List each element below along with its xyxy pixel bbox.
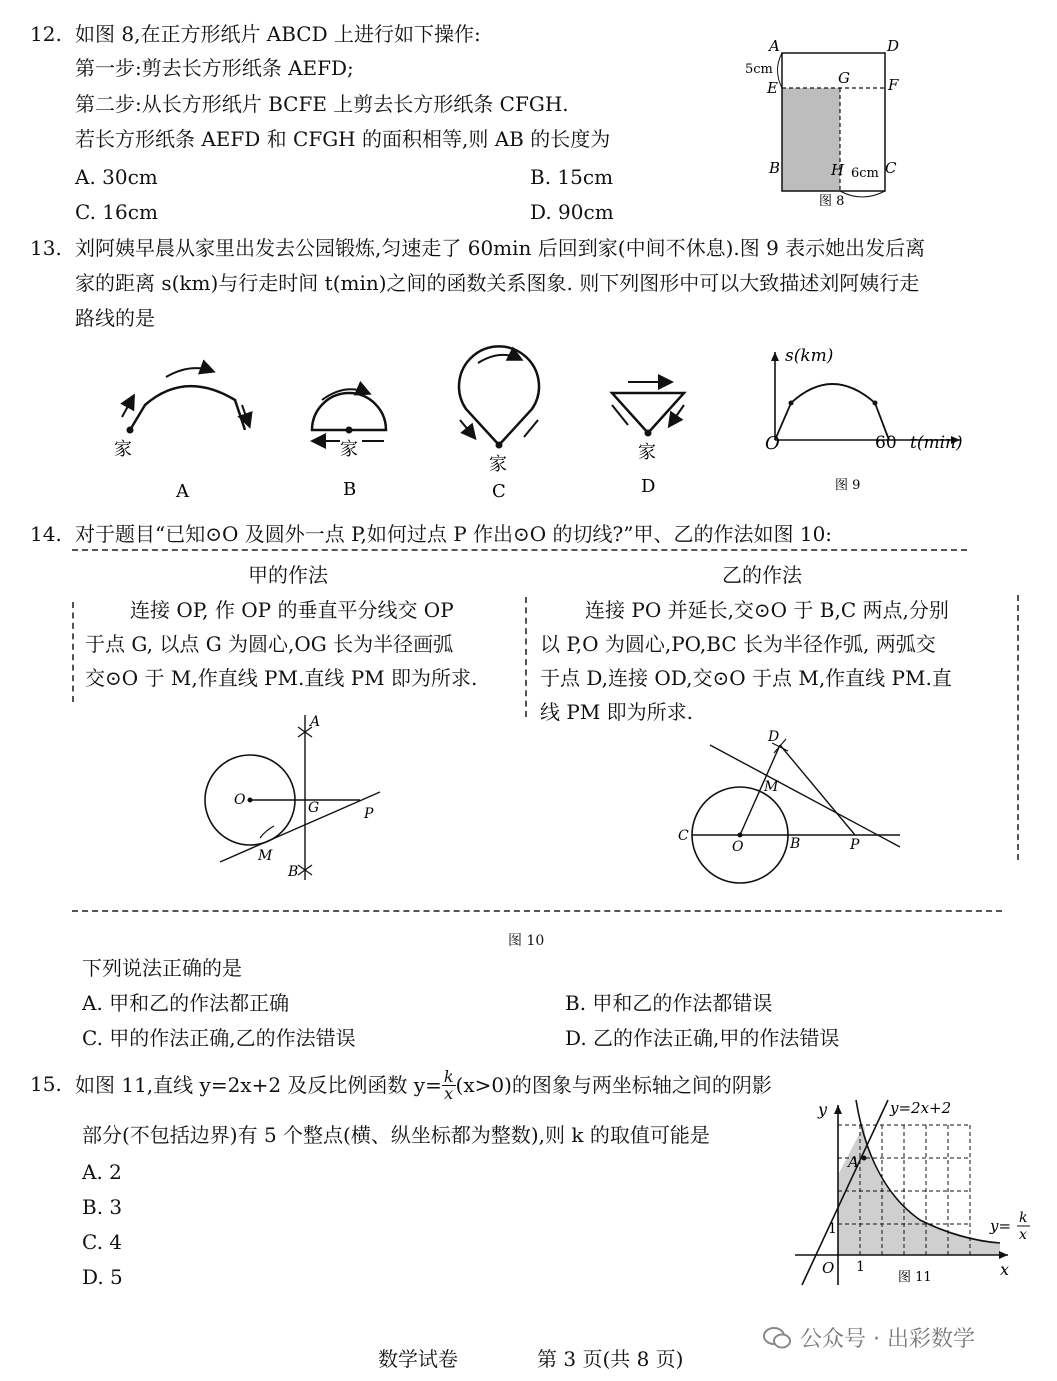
jia-label-m: M: [258, 848, 273, 864]
q14-divider: [525, 597, 527, 717]
fig8-length-6cm: 6cm: [851, 166, 879, 181]
jia-line1: 连接 OP, 作 OP 的垂直平分线交 OP: [130, 598, 454, 622]
fig9-xlabel: t(min): [910, 433, 963, 453]
route-a-home: 家: [114, 439, 132, 460]
route-b: [312, 389, 386, 500]
fig8-label-a: A: [769, 37, 780, 55]
route-d-home: 家: [638, 442, 656, 463]
yi-line3: 于点 D,连接 OD,交⊙O 于点 M,作直线 PM.直: [540, 666, 952, 690]
yi-label-m: M: [764, 779, 779, 795]
route-a-label: A: [176, 481, 189, 500]
route-c-label: C: [492, 481, 506, 500]
jia-label-a: A: [310, 714, 321, 730]
q14-box-bottom-border: [72, 910, 1002, 912]
fig11-label-a: A: [848, 1153, 859, 1171]
fig8-label-d: D: [887, 37, 900, 55]
fig9-ylabel: s(km): [785, 346, 834, 366]
figure-9-graph: [755, 340, 970, 495]
q14-question: 下列说法正确的是: [82, 956, 242, 980]
footer-page-number: 第 3 页(共 8 页): [537, 1347, 684, 1371]
yi-label-d: D: [768, 729, 780, 745]
figure-11: [790, 1095, 1035, 1290]
q12-option-c: C. 16cm: [75, 200, 158, 224]
fig11-tick-y1: 1: [828, 1221, 837, 1237]
q12-option-b: B. 15cm: [530, 165, 614, 189]
q14-box-left-border: [72, 602, 74, 702]
fig8-label-c: C: [885, 159, 897, 177]
yi-title: 乙的作法: [722, 563, 802, 587]
q13-route-options: [100, 345, 760, 500]
yi-line1: 连接 PO 并延长,交⊙O 于 B,C 两点,分别: [585, 598, 949, 622]
route-d: [612, 382, 684, 497]
wechat-icon: [762, 1325, 792, 1351]
q12-number: 12.: [30, 22, 62, 46]
fig9-tick-60: 60: [875, 433, 897, 453]
jia-label-o: O: [234, 792, 246, 808]
q12-step1: 第一步:剪去长方形纸条 AEFD;: [75, 56, 354, 80]
q15-line1: [75, 1064, 772, 1106]
route-c: [459, 346, 539, 500]
q12-question: 若长方形纸条 AEFD 和 CFGH 的面积相等,则 AB 的长度为: [75, 127, 611, 151]
fig11-curve-label: y=: [990, 1217, 1012, 1235]
watermark-text: 公众号 · 出彩数学: [800, 1327, 975, 1352]
q14-box-top-border: [72, 549, 967, 551]
q15-number: 15.: [30, 1072, 62, 1096]
fig9-caption: 图 9: [835, 478, 861, 493]
fig8-label-g: G: [838, 69, 850, 87]
route-a: [114, 368, 249, 500]
fig8-caption: 图 8: [819, 194, 845, 209]
q14-option-c: C. 甲的作法正确,乙的作法错误: [82, 1026, 356, 1050]
q15-fraction-k: k: [443, 1066, 454, 1086]
fig11-line-label: y=2x+2: [890, 1099, 952, 1117]
q12-stem: 如图 8,在正方形纸片 ABCD 上进行如下操作:: [75, 22, 481, 46]
q14-option-a: A. 甲和乙的作法都正确: [82, 991, 290, 1015]
yi-label-o: O: [732, 839, 744, 855]
q12-option-d: D. 90cm: [530, 200, 614, 224]
q15-fraction-x: x: [444, 1083, 454, 1103]
fig8-label-b: B: [769, 159, 781, 177]
jia-label-g: G: [308, 800, 320, 816]
q14-number: 14.: [30, 522, 62, 546]
q12-step2: 第二步:从长方形纸片 BCFE 上剪去长方形纸条 CFGH.: [75, 92, 569, 116]
yi-line4: 线 PM 即为所求.: [540, 700, 694, 724]
footer-subject: 数学试卷: [378, 1347, 458, 1371]
jia-label-p: P: [364, 806, 374, 822]
yi-label-c: C: [678, 828, 689, 844]
q14-option-d: D. 乙的作法正确,甲的作法错误: [565, 1026, 840, 1050]
route-b-label: B: [343, 479, 357, 500]
fig11-x-axis: x: [1000, 1260, 1010, 1279]
jia-line3: 交⊙O 于 M,作直线 PM.直线 PM 即为所求.: [85, 666, 478, 690]
fig8-label-h: H: [831, 161, 845, 179]
q15-option-c: C. 4: [82, 1230, 123, 1254]
q15-line1-b: (x>0)的图象与两坐标轴之间的阴影: [455, 1073, 772, 1097]
figure-8: [735, 35, 910, 215]
q14-stem: 对于题目“已知⊙O 及圆外一点 P,如何过点 P 作出⊙O 的切线?”甲、乙的作法如图 10:: [75, 522, 833, 546]
jia-label-b: B: [288, 864, 299, 880]
q14-box-right-border: [1017, 595, 1019, 860]
q13-line3: 路线的是: [75, 306, 155, 330]
fig11-y-axis: y: [818, 1100, 828, 1119]
route-d-label: D: [641, 476, 656, 497]
fig8-label-f: F: [888, 76, 899, 94]
fig10-caption: 图 10: [508, 933, 545, 949]
yi-line2: 以 P,O 为圆心,PO,BC 长为半径作弧, 两弧交: [540, 632, 936, 656]
yi-label-p: P: [850, 837, 860, 853]
fig8-length-5cm: 5cm: [745, 62, 773, 77]
route-b-home: 家: [340, 439, 358, 460]
q15-line1-a: 如图 11,直线 y=2x+2 及反比例函数 y=: [75, 1073, 442, 1097]
watermark: [762, 1322, 975, 1353]
fig9-origin: O: [765, 433, 780, 454]
fig11-curve-x: x: [1019, 1227, 1027, 1243]
q15-fraction: [442, 1066, 456, 1103]
q15-option-d: D. 5: [82, 1265, 123, 1289]
q13-line1: 刘阿姨早晨从家里出发去公园锻炼,匀速走了 60min 后回到家(中间不休息).图 9 表示她出发后离: [75, 236, 926, 260]
figure-10-yi: [670, 725, 910, 890]
fig11-caption: 图 11: [898, 1270, 932, 1285]
fig11-origin: O: [822, 1259, 835, 1277]
jia-title: 甲的作法: [248, 563, 328, 587]
figure-10-jia: [200, 710, 400, 885]
yi-label-b: B: [790, 836, 801, 852]
q12-option-a: A. 30cm: [75, 165, 158, 189]
q15-line2: 部分(不包括边界)有 5 个整点(横、纵坐标都为整数),则 k 的取值可能是: [82, 1123, 710, 1147]
q14-option-b: B. 甲和乙的作法都错误: [565, 991, 773, 1015]
q15-option-b: B. 3: [82, 1195, 123, 1219]
fig8-label-e: E: [767, 79, 778, 97]
q13-line2: 家的距离 s(km)与行走时间 t(min)之间的函数关系图象. 则下列图形中可以大致描述刘阿姨行走: [75, 271, 920, 295]
q15-option-a: A. 2: [82, 1160, 122, 1184]
fig11-tick-x1: 1: [856, 1259, 865, 1275]
route-c-home: 家: [489, 454, 507, 475]
fig11-curve-k: k: [1019, 1210, 1028, 1226]
jia-line2: 于点 G, 以点 G 为圆心,OG 长为半径画弧: [85, 632, 454, 656]
q13-number: 13.: [30, 236, 62, 260]
